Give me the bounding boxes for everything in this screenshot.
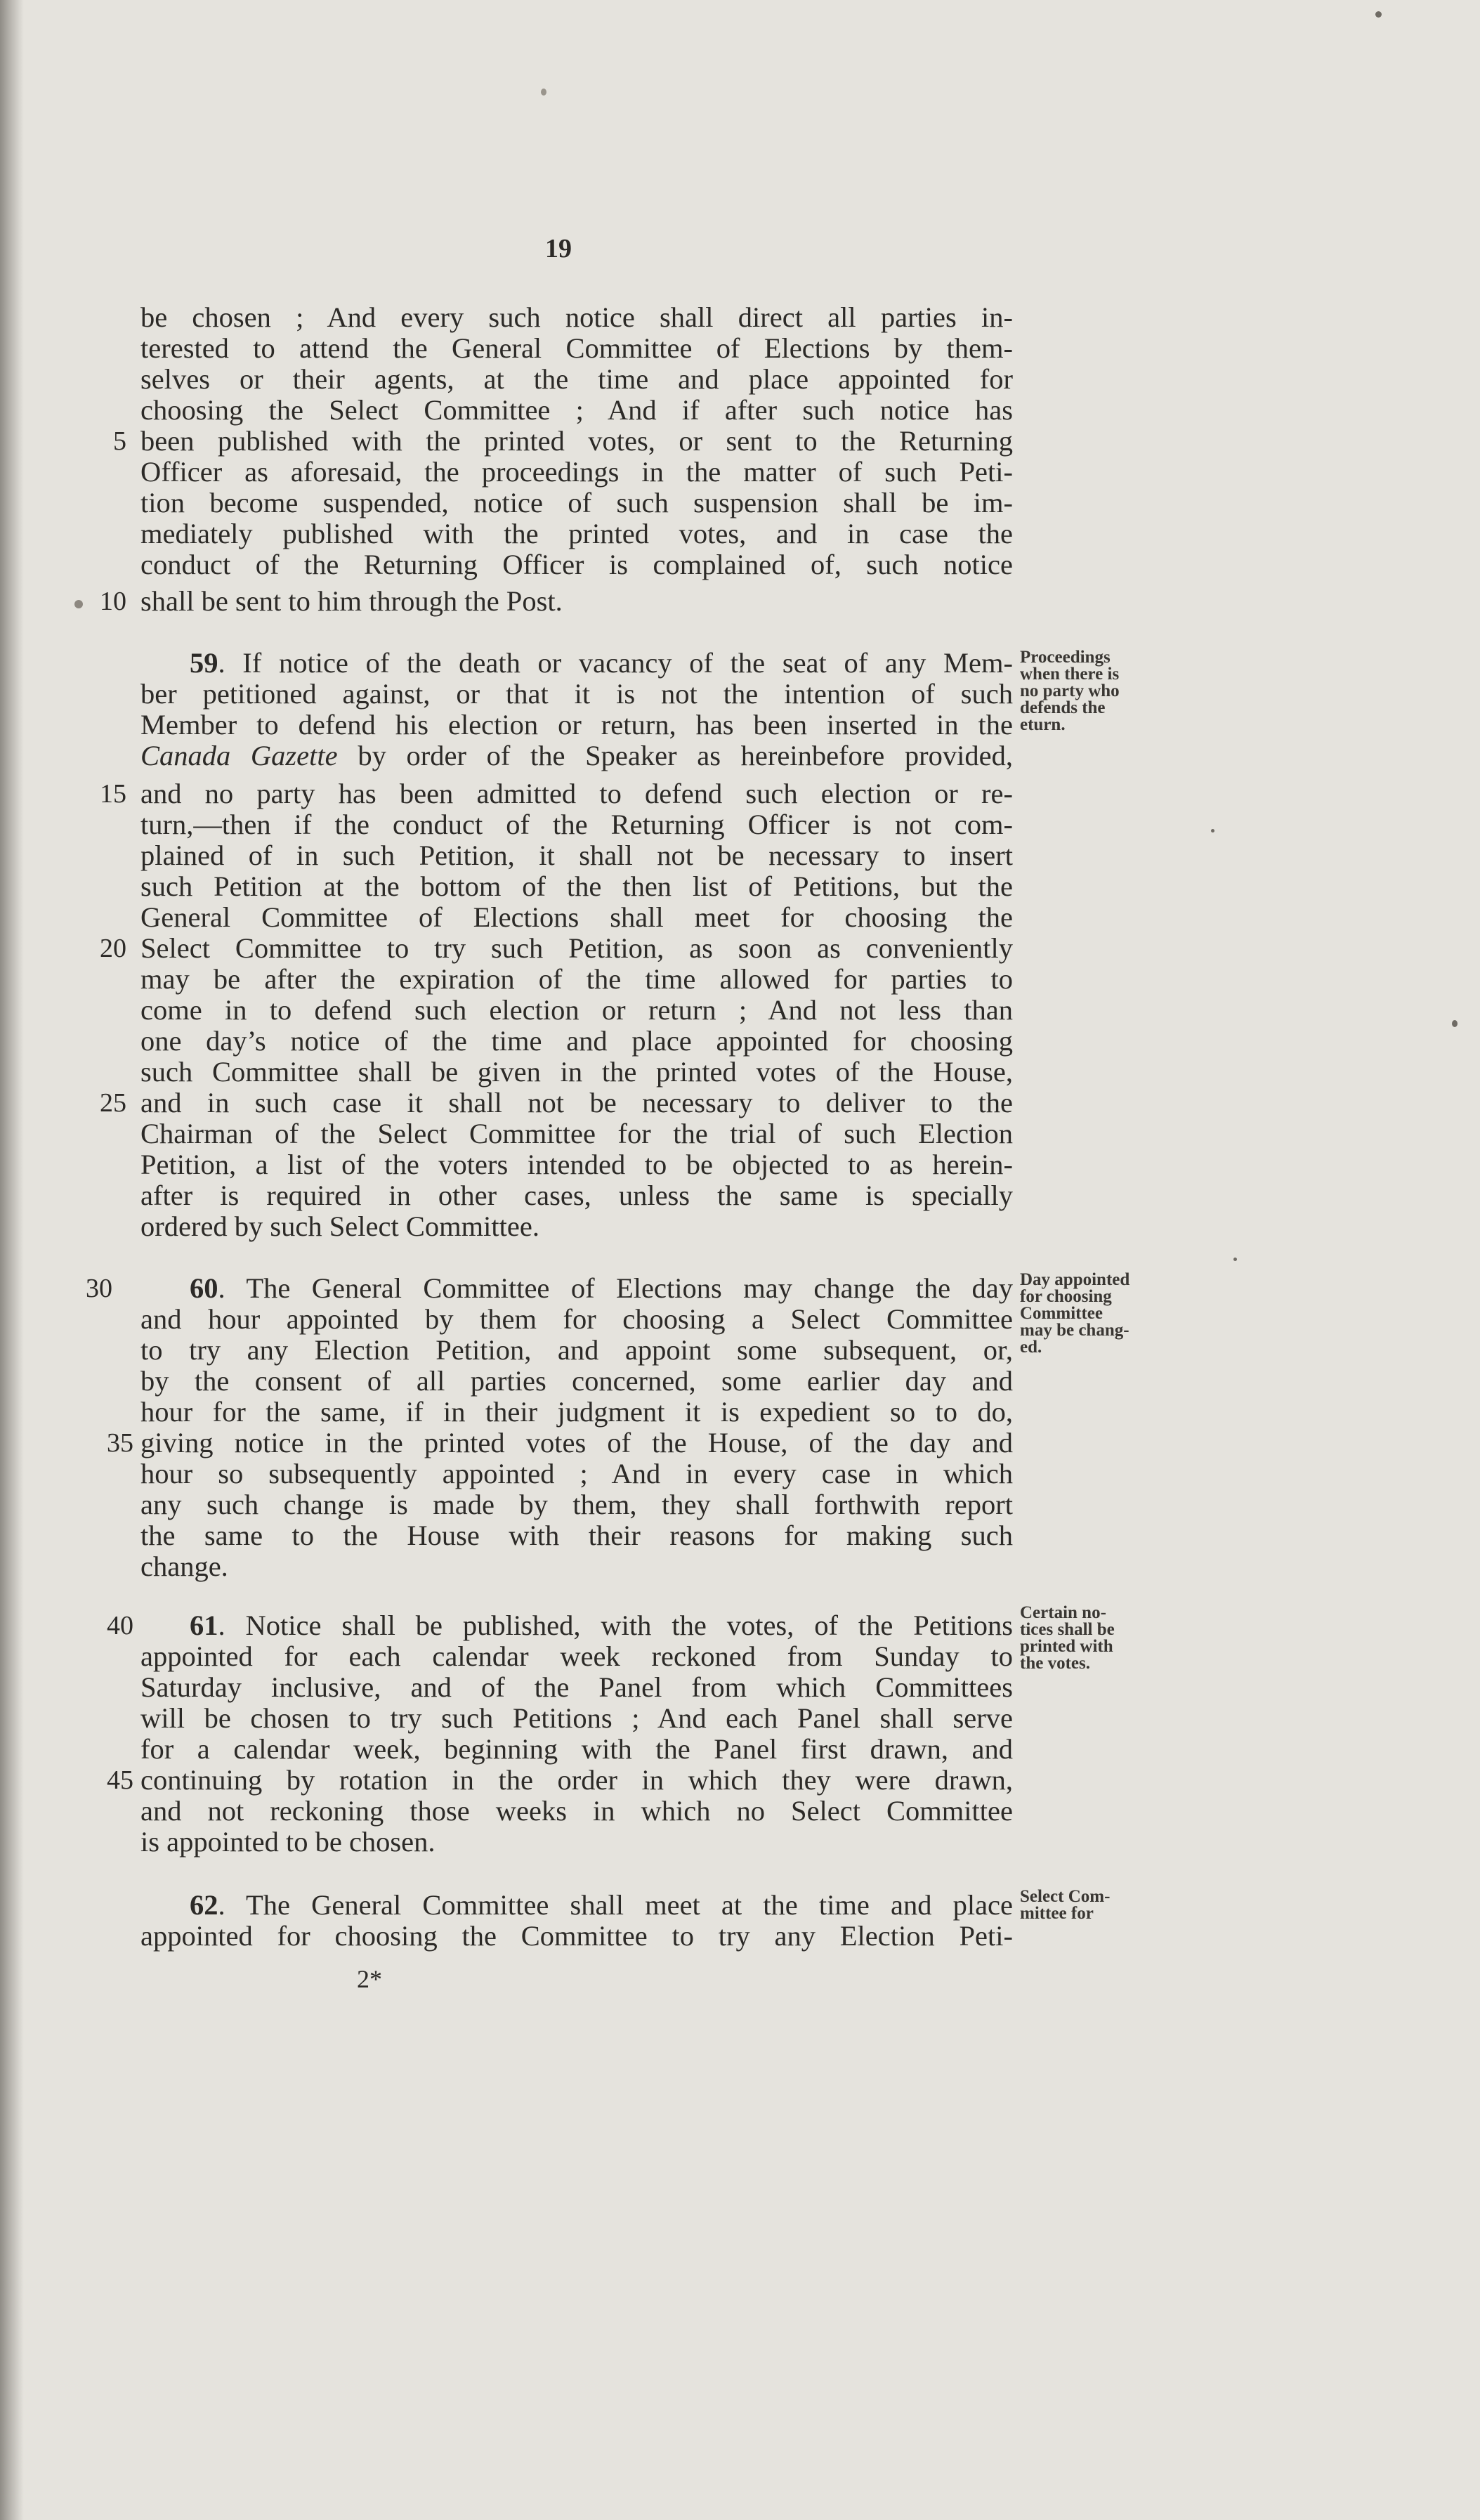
text-line: appointed for choosing the Committee to try any Election Peti- [140, 1920, 1013, 1952]
section-text: . The General Committee shall meet at the time and place [218, 1889, 1013, 1921]
text-line: such Committee shall be given in the printed votes of the House, [140, 1056, 1013, 1088]
text-line: conduct of the Returning Officer is complained of, such notice [140, 549, 1013, 580]
margin-note-proceedings: Proceedings when there is no party who defends the eturn. [1020, 648, 1120, 734]
scan-speck [1375, 11, 1382, 18]
scan-speck [1452, 1020, 1458, 1027]
line-number: 35 [107, 1428, 133, 1458]
text-line: ordered by such Select Committee. [140, 1210, 539, 1242]
scan-speck [541, 89, 546, 96]
line-number: 30 [86, 1274, 112, 1303]
text-line: for a calendar week, beginning with the Panel first drawn, and [140, 1733, 1013, 1765]
line-number: 40 [107, 1611, 133, 1640]
text-line: hour for the same, if in their judgment it is expedient so to do, [140, 1396, 1013, 1428]
text-line: tion become suspended, notice of such suspension shall be im- [140, 487, 1013, 518]
text-line: may be after the expiration of the time allowed for parties to [140, 963, 1013, 995]
text-line: come in to defend such election or return ; And not less than [140, 994, 1013, 1026]
line-number: 45 [107, 1765, 133, 1795]
signature-mark: 2* [357, 1965, 382, 1993]
text-line: giving notice in the printed votes of the House, of the day and [140, 1427, 1013, 1458]
text-line: ber petitioned against, or that it is not the intention of such [140, 678, 1013, 710]
text-line: such Petition at the bottom of the then list of Petitions, but the [140, 870, 1013, 902]
text-line: Saturday inclusive, and of the Panel from which Committees [140, 1671, 1013, 1703]
text-line: Select Committee to try such Petition, as soon as conveniently [140, 932, 1013, 964]
margin-note-certain-notices: Certain no- tices shall be printed with the votes. [1020, 1603, 1115, 1673]
text-line: been published with the printed votes, or sent to the Returning [140, 425, 1013, 457]
text-line: by the consent of all parties concerned, some earlier day and [140, 1365, 1013, 1397]
text-line: appointed for each calendar week reckoned from Sunday to [140, 1640, 1013, 1672]
section-text: . Notice shall be published, with the votes, of the Petitions [218, 1610, 1013, 1641]
text-line: turn,—then if the conduct of the Returning Officer is not com- [140, 809, 1013, 840]
section-text: . The General Committee of Elections may change the day [218, 1272, 1013, 1304]
text-line: any such change is made by them, they shall forthwith report [140, 1489, 1013, 1520]
margin-note-day-appointed: Day appointed for choosing Committee may be chang- ed. [1020, 1270, 1130, 1357]
text-line: Chairman of the Select Committee for the trial of such Election [140, 1118, 1013, 1149]
line-number: 15 [100, 779, 126, 809]
section-62-first-line [190, 1890, 1013, 1921]
text-line: will be chosen to try such Petitions ; And each Panel shall serve [140, 1702, 1013, 1734]
text-line: hour so subsequently appointed ; And in every case in which [140, 1458, 1013, 1489]
text-fragment: by order of the Speaker as hereinbefore provided, [337, 740, 1014, 771]
section-number: 60 [190, 1272, 218, 1304]
section-60-first-line [190, 1273, 1013, 1304]
text-line: choosing the Select Committee ; And if after such notice has [140, 394, 1013, 426]
page-number: 19 [545, 234, 572, 263]
scan-speck [74, 600, 83, 608]
line-number: 5 [113, 426, 126, 456]
text-line: continuing by rotation in the order in which they were drawn, [140, 1764, 1013, 1796]
scan-speck [1233, 1258, 1237, 1261]
text-line: the same to the House with their reasons for making such [140, 1520, 1013, 1551]
text-line: terested to attend the General Committee of Elections by them- [140, 332, 1013, 364]
text-line-gazette [140, 740, 1013, 771]
line-number: 10 [100, 587, 126, 616]
text-line: Member to defend his election or return, has been inserted in the [140, 709, 1013, 740]
text-line: General Committee of Elections shall meet for choosing the [140, 901, 1013, 933]
gazette-title: Canada Gazette [140, 740, 338, 771]
margin-note-select-committee: Select Com- mittee for [1020, 1887, 1111, 1923]
text-line: Petition, a list of the voters intended to be objected to as herein- [140, 1149, 1013, 1180]
text-line: and no party has been admitted to defend such election or re- [140, 778, 1013, 809]
text-line: and in such case it shall not be necessary to deliver to the [140, 1087, 1013, 1118]
text-line: and not reckoning those weeks in which no Select Committee [140, 1795, 1013, 1827]
text-line: mediately published with the printed votes, and in case the [140, 518, 1013, 549]
section-text: . If notice of the death or vacancy of the seat of any Mem- [218, 647, 1013, 679]
section-59-first-line [190, 648, 1013, 679]
text-line: shall be sent to him through the Post. [140, 585, 563, 617]
text-line: be chosen ; And every such notice shall direct all parties in- [140, 301, 1013, 333]
line-number: 25 [100, 1088, 126, 1118]
text-line: Officer as aforesaid, the proceedings in the matter of such Peti- [140, 456, 1013, 488]
text-line: change. [140, 1550, 228, 1582]
text-line: after is required in other cases, unless the same is specially [140, 1180, 1013, 1211]
text-line: selves or their agents, at the time and place appointed for [140, 363, 1013, 395]
text-line: one day’s notice of the time and place appointed for choosing [140, 1025, 1013, 1057]
section-number: 59 [190, 647, 218, 679]
book-spine-shadow [0, 0, 24, 2520]
text-line: and hour appointed by them for choosing a Select Committee [140, 1303, 1013, 1335]
scan-speck [1211, 829, 1214, 833]
text-line: is appointed to be chosen. [140, 1826, 436, 1858]
section-61-first-line [190, 1610, 1013, 1641]
section-number: 62 [190, 1889, 218, 1921]
text-line: plained of in such Petition, it shall not be necessary to insert [140, 840, 1013, 871]
text-line: to try any Election Petition, and appoint some subsequent, or, [140, 1334, 1013, 1366]
line-number: 20 [100, 934, 126, 963]
section-number: 61 [190, 1610, 218, 1641]
